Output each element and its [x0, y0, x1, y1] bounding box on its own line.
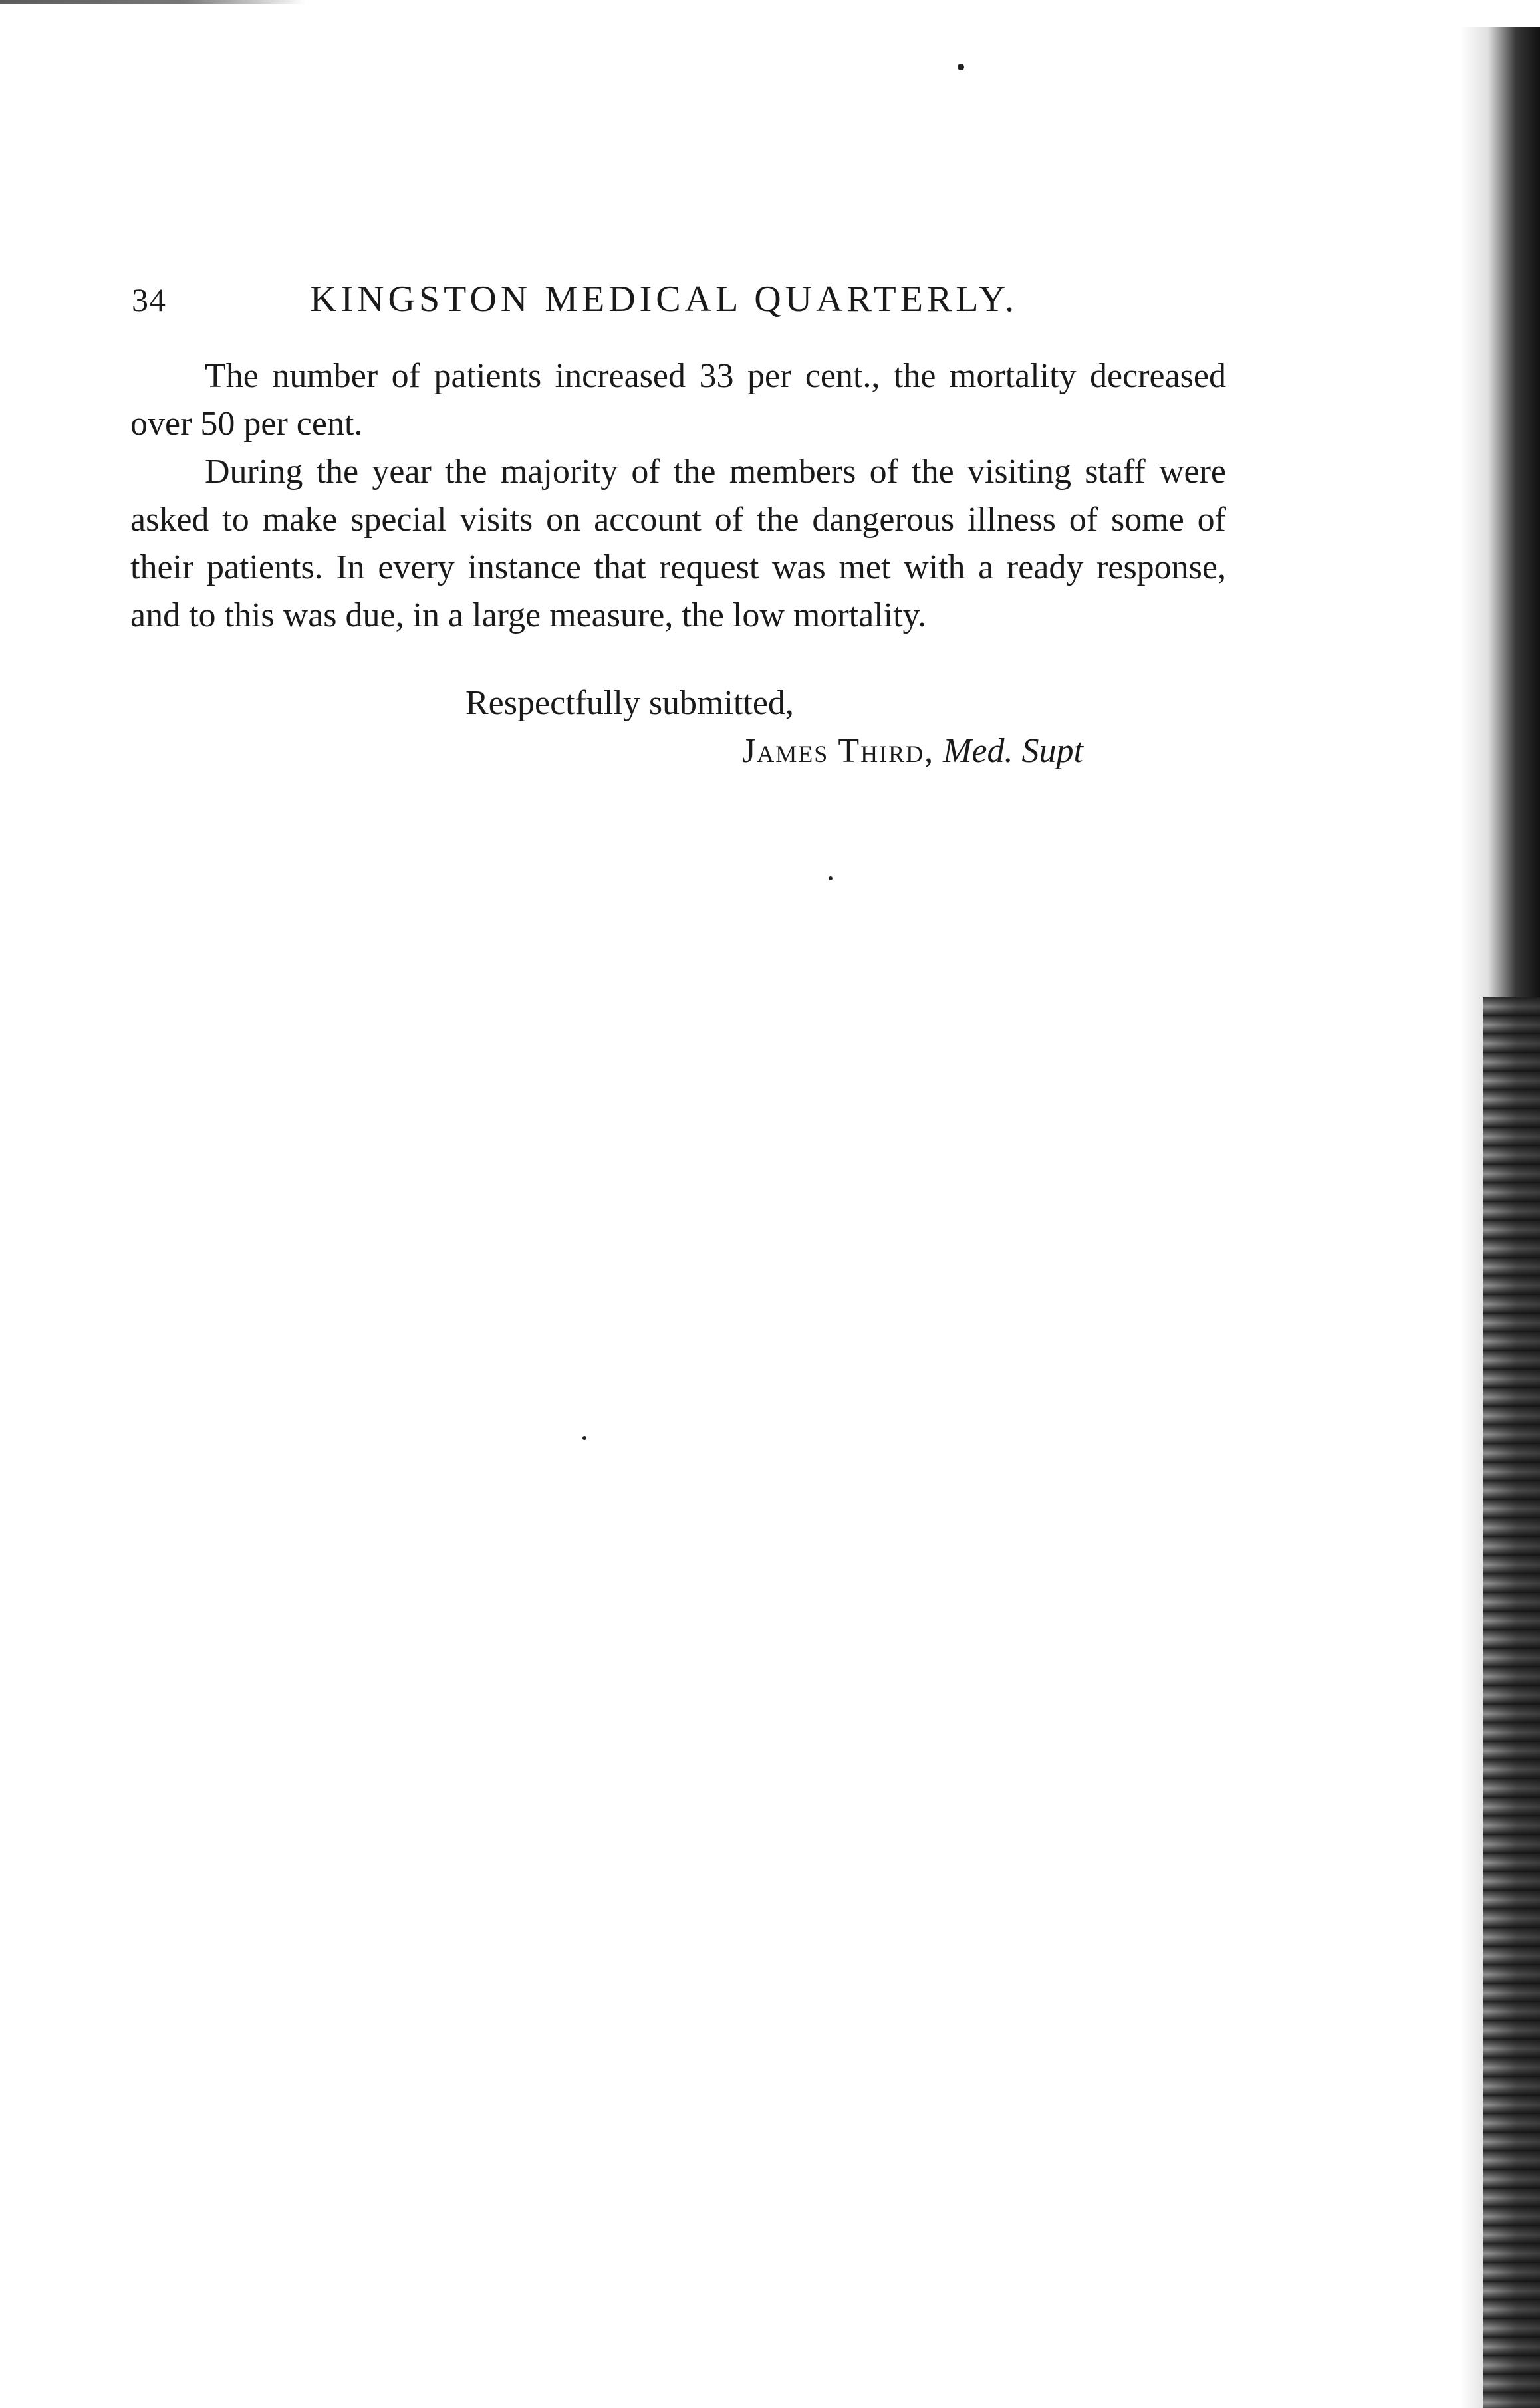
scan-speck [829, 876, 833, 880]
signature [742, 727, 1083, 775]
signature-title: Med. Supt [943, 732, 1083, 770]
running-head: KINGSTON MEDICAL QUARTERLY. [310, 279, 1019, 320]
paragraph: During the year the majority of the members of the visiting staff were asked to make special visits on account of the dangerous illness of some of their patients. In every instance that request was met with a ready response, and to this was due, in a large measure, the low mortality. [130, 453, 1226, 634]
closing-salutation: Respectfully submitted, [465, 684, 794, 722]
scan-rule-top [0, 0, 306, 4]
binding-shadow [1483, 997, 1540, 2408]
page-number: 34 [132, 281, 166, 318]
scan-speck [582, 1436, 586, 1440]
scan-speck [958, 64, 964, 70]
signature-name: James Third, [742, 732, 935, 770]
paragraph: The number of patients increased 33 per cent., the mortality decreased over 50 per cent. [130, 357, 1226, 443]
page-header [132, 278, 1076, 331]
body-text [130, 352, 1226, 640]
